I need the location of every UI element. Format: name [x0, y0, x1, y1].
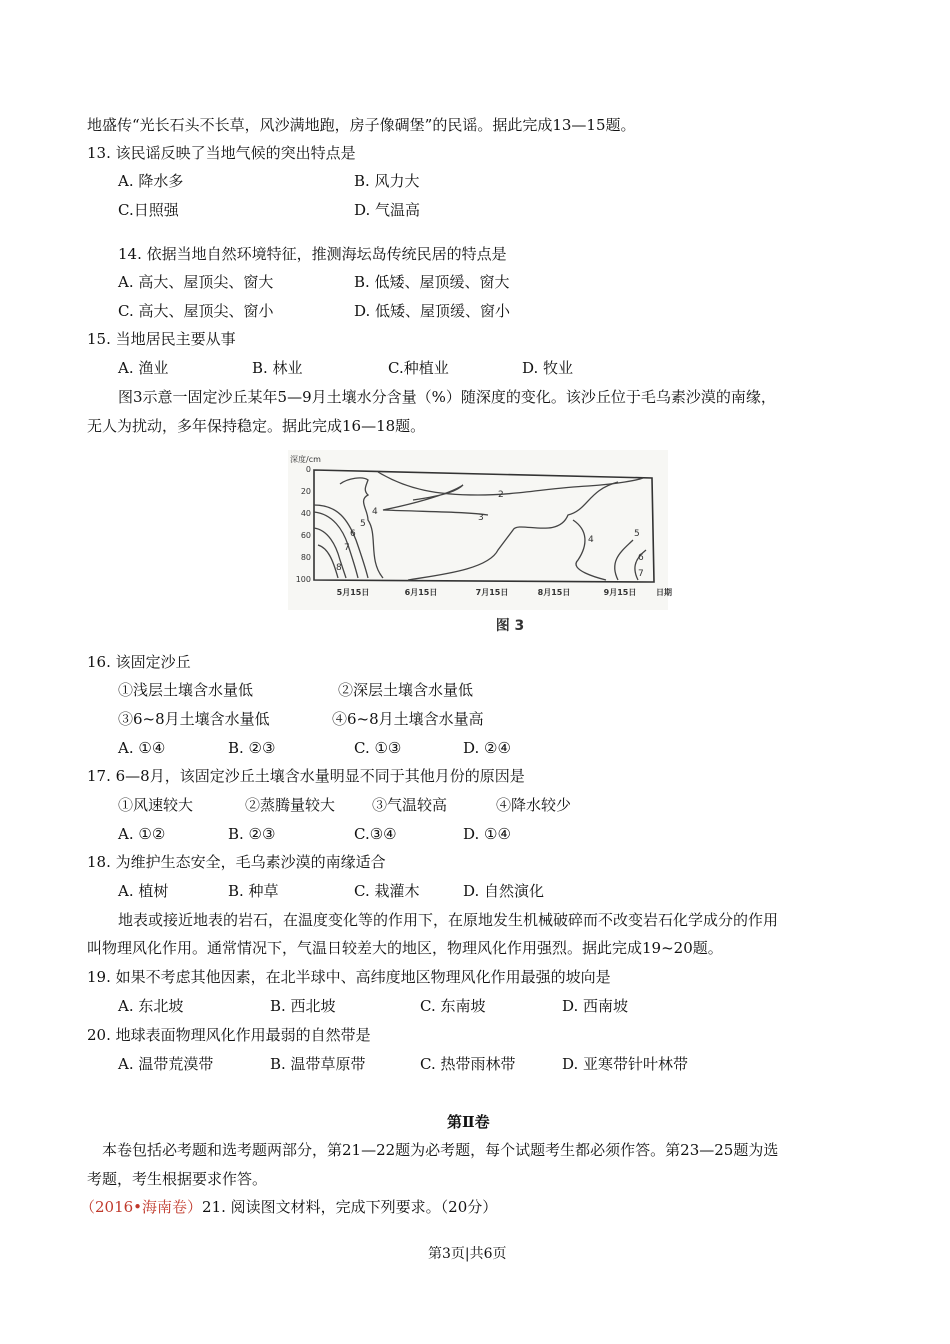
- intro-19-20-line1: 地表或接近地表的岩石，在温度变化等的作用下，在原地发生机械破碎而不改变岩石化学成分的作用: [118, 911, 779, 929]
- y-tick: 0: [305, 465, 311, 474]
- contour-label: 3: [478, 513, 484, 523]
- contour-label: 4: [588, 535, 594, 545]
- soil-moisture-contour-figure: [288, 450, 688, 640]
- q13-stem: 13. 该民谣反映了当地气候的突出特点是: [87, 144, 356, 162]
- q17-option-a: A. ①②: [118, 825, 166, 843]
- q13-option-a: A. 降水多: [118, 172, 184, 190]
- y-tick: 40: [300, 509, 311, 518]
- contour-label: 7: [638, 569, 644, 579]
- q20-option-d: D. 亚寒带针叶林带: [562, 1055, 689, 1073]
- intro-16-18-line2: 无人为扰动，多年保持稳定。据此完成16—18题。: [87, 417, 426, 435]
- q16-statement-3: ③6~8月土壤含水量低: [118, 710, 270, 728]
- q19-option-c: C. 东南坡: [420, 997, 486, 1015]
- page-footer: 第3页|共6页: [428, 1246, 507, 1262]
- q21-source: （2016•海南卷）: [80, 1198, 203, 1216]
- q18-stem: 18. 为维护生态安全，毛乌素沙漠的南缘适合: [87, 853, 386, 871]
- contour-label: 5: [360, 519, 366, 529]
- q14-stem: 14. 依据当地自然环境特征，推测海坛岛传统民居的特点是: [118, 245, 507, 263]
- q13-option-b: B. 风力大: [354, 172, 420, 190]
- q13-option-d: D. 气温高: [354, 201, 421, 219]
- contour-label: 7: [344, 543, 350, 553]
- y-tick: 60: [300, 531, 311, 540]
- q19-option-d: D. 西南坡: [562, 997, 629, 1015]
- q15-option-a: A. 渔业: [118, 359, 169, 377]
- x-tick: 8月15日: [537, 588, 571, 597]
- x-tick: 9月15日: [603, 588, 637, 597]
- section-2-desc-line2: 考题，考生根据要求作答。: [87, 1170, 268, 1188]
- q16-statement-1: ①浅层土壤含水量低: [118, 681, 254, 699]
- q17-option-c: C.③④: [354, 825, 397, 843]
- q16-statement-4: ④6~8月土壤含水量高: [332, 710, 484, 728]
- contour-label: 6: [638, 553, 644, 563]
- q20-option-a: A. 温带荒漠带: [118, 1055, 214, 1073]
- q18-option-d: D. 自然演化: [463, 882, 545, 900]
- y-tick: 20: [300, 487, 311, 496]
- q19-option-a: A. 东北坡: [118, 997, 184, 1015]
- q16-statement-2: ②深层土壤含水量低: [338, 681, 474, 699]
- q18-option-b: B. 种草: [228, 882, 279, 900]
- x-tick: 6月15日: [404, 588, 438, 597]
- y-tick: 80: [300, 553, 311, 562]
- x-tick: 7月15日: [475, 588, 509, 597]
- q20-stem: 20. 地球表面物理风化作用最弱的自然带是: [87, 1026, 371, 1044]
- figure-caption: 图 3: [495, 618, 525, 634]
- q14-option-c: C. 高大、屋顶尖、窗小: [118, 302, 274, 320]
- q17-statement-4: ④降水较少: [496, 796, 572, 814]
- q16-option-a: A. ①④: [118, 739, 166, 757]
- q20-option-c: C. 热带雨林带: [420, 1055, 516, 1073]
- contour-label: 2: [498, 490, 504, 500]
- q17-statement-3: ③气温较高: [372, 796, 448, 814]
- q15-option-c: C.种植业: [388, 359, 449, 377]
- x-axis-label: 日期: [656, 588, 672, 597]
- section-2-title: 第Ⅱ卷: [447, 1113, 490, 1131]
- q14-option-d: D. 低矮、屋顶缓、窗小: [354, 302, 511, 320]
- q16-option-c: C. ①③: [354, 739, 402, 757]
- q16-stem: 16. 该固定沙丘: [87, 653, 191, 671]
- contour-label: 5: [634, 529, 640, 539]
- q18-option-c: C. 栽灌木: [354, 882, 420, 900]
- q21-line: [80, 1197, 497, 1217]
- q16-option-b: B. ②③: [228, 739, 276, 757]
- q13-option-c: C.日照强: [118, 201, 179, 219]
- contour-label: 4: [372, 507, 378, 517]
- q17-option-b: B. ②③: [228, 825, 276, 843]
- q18-option-a: A. 植树: [118, 882, 169, 900]
- q19-option-b: B. 西北坡: [270, 997, 336, 1015]
- intro-19-20-line2: 叫物理风化作用。通常情况下，气温日较差大的地区，物理风化作用强烈。据此完成19~20题。: [87, 939, 723, 957]
- contour-label: 8: [336, 563, 342, 573]
- contour-label: 6: [350, 529, 356, 539]
- q15-stem: 15. 当地居民主要从事: [87, 330, 236, 348]
- q14-option-b: B. 低矮、屋顶缓、窗大: [354, 273, 510, 291]
- q16-option-d: D. ②④: [463, 739, 511, 757]
- q20-option-b: B. 温带草原带: [270, 1055, 366, 1073]
- x-tick: 5月15日: [336, 588, 370, 597]
- y-tick: 100: [295, 575, 311, 584]
- q17-statement-2: ②蒸腾量较大: [245, 796, 336, 814]
- q17-stem: 17. 6—8月，该固定沙丘土壤含水量明显不同于其他月份的原因是: [87, 767, 525, 785]
- intro-16-18-line1: 图3示意一固定沙丘某年5—9月土壤水分含量（%）随深度的变化。该沙丘位于毛乌素沙漠的南缘，: [118, 388, 776, 406]
- q15-option-b: B. 林业: [252, 359, 303, 377]
- q21-stem: 21. 阅读图文材料，完成下列要求。（20分）: [202, 1198, 498, 1216]
- y-axis-label: 深度/cm: [290, 455, 321, 464]
- q17-option-d: D. ①④: [463, 825, 511, 843]
- q19-stem: 19. 如果不考虑其他因素，在北半球中、高纬度地区物理风化作用最强的坡向是: [87, 968, 611, 986]
- section-2-desc-line1: 本卷包括必考题和选考题两部分，第21—22题为必考题，每个试题考生都必须作答。第23—25题为选: [102, 1141, 779, 1159]
- intro-13-15: 地盛传“光长石头不长草，风沙满地跑，房子像碉堡”的民谣。据此完成13—15题。: [87, 116, 636, 134]
- q14-option-a: A. 高大、屋顶尖、窗大: [118, 273, 274, 291]
- q17-statement-1: ①风速较大: [118, 796, 194, 814]
- q15-option-d: D. 牧业: [522, 359, 574, 377]
